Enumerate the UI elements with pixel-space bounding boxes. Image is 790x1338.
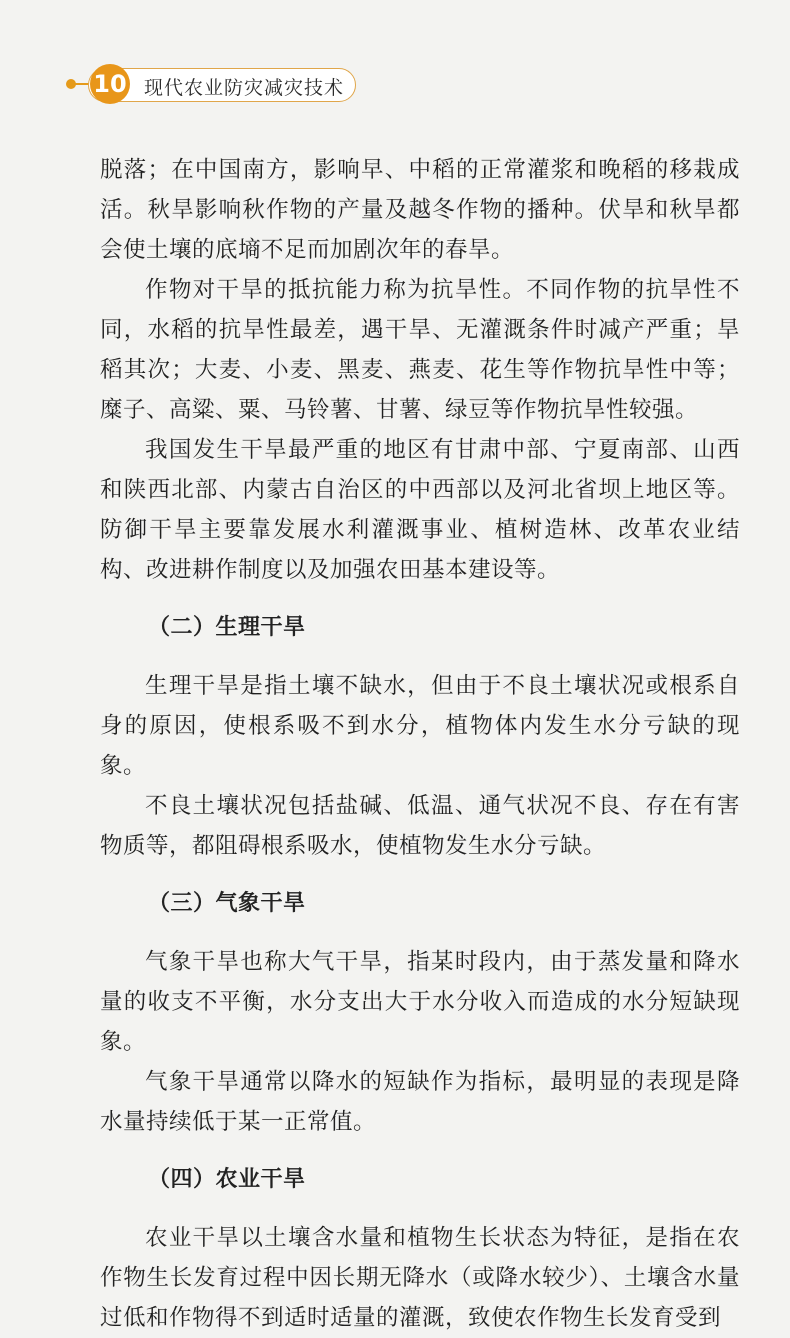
paragraph: 作物对干旱的抵抗能力称为抗旱性。不同作物的抗旱性不同，水稻的抗旱性最差，遇干旱、无灌溉条件时减产严重；旱稻其次；大麦、小麦、黑麦、燕麦、花生等作物抗旱性中等；糜子、高粱、粟、马铃薯、甘薯、绿豆等作物抗旱性较强。 [100,277,740,423]
paragraph: 气象干旱也称大气干旱，指某时段内，由于蒸发量和降水量的收支不平衡，水分支出大于水分收入而造成的水分短缺现象。 [100,949,740,1055]
book-title: 现代农业防灾减灾技术 [144,77,345,99]
paragraph: 生理干旱是指土壤不缺水，但由于不良土壤状况或根系自身的原因，使根系吸不到水分，植物体内发生水分亏缺的现象。 [100,673,740,779]
paragraph: 我国发生干旱最严重的地区有甘肃中部、宁夏南部、山西和陕西北部、内蒙古自治区的中西部以及河北省坝上地区等。防御干旱主要靠发展水利灌溉事业、植树造林、改革农业结构、改进耕作制度以及加强农田基本建设等。 [100,437,740,583]
section-heading-agricultural-drought: （四）农业干旱 [148,1167,306,1192]
section-heading-physiological-drought: （二）生理干旱 [148,615,306,640]
page-number-badge: 10 [90,64,130,104]
section-heading-meteorological-drought: （三）气象干旱 [148,891,306,916]
running-header [66,64,366,104]
paragraph: 农业干旱以土壤含水量和植物生长状态为特征，是指在农作物生长发育过程中因长期无降水（或降水较少）、土壤含水量过低和作物得不到适时适量的灌溉，致使农作物生长发育受到 [100,1225,740,1331]
page-body [100,150,740,1338]
paragraph: 脱落；在中国南方，影响早、中稻的正常灌浆和晚稻的移栽成活。秋旱影响秋作物的产量及越冬作物的播种。伏旱和秋旱都会使土壤的底墒不足而加剧次年的春旱。 [100,157,740,263]
paragraph: 气象干旱通常以降水的短缺作为指标，最明显的表现是降水量持续低于某一正常值。 [100,1069,740,1135]
header-accent-dot [66,79,76,89]
paragraph: 不良土壤状况包括盐碱、低温、通气状况不良、存在有害物质等，都阻碍根系吸水，使植物发生水分亏缺。 [100,793,740,859]
